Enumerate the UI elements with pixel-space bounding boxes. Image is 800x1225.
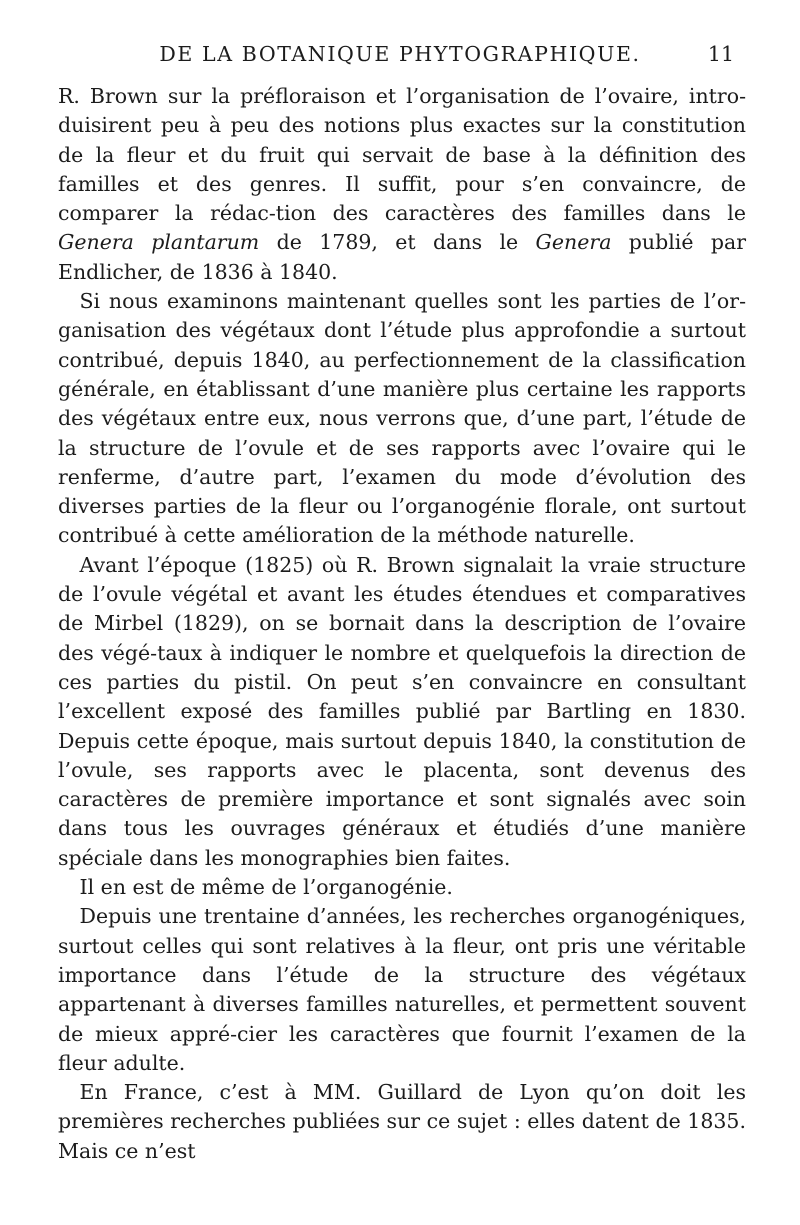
running-title: DE LA BOTANIQUE PHYTOGRAPHIQUE. — [159, 42, 641, 66]
paragraph-1-part-2: de 1789, et dans le — [259, 230, 536, 255]
body-text — [58, 82, 746, 1166]
paragraph-1 — [58, 82, 746, 287]
page-number: 11 — [707, 42, 734, 66]
paragraph-5: Depuis une trentaine d’années, les recherches organogéniques, surtout celles qui sont relatives à la fleur, ont pris une véritable importance dans l’étude de la structure des végétaux appartenant à diverses familles naturelles, et permettent souvent de mieux appré-cier les caractères que fournit l’examen de la fleur adulte. — [58, 904, 746, 1075]
genera-plantarum-title: Genera plantarum — [58, 230, 260, 255]
genera-title: Genera — [535, 230, 612, 255]
paragraph-4: Il en est de même de l’organogénie. — [79, 875, 453, 900]
paragraph-1-part-1: R. Brown sur la préfloraison et l’organisation de l’ovaire, intro-duisirent peu à peu des notions plus exactes sur la constitution de la fleur et du fruit qui servait de base à la définition des familles et des genres. Il suffit, pour s’en convaincre, de comparer la rédac-tion des caractères des familles dans le — [58, 84, 746, 226]
paragraph-6: En France, c’est à MM. Guillard de Lyon qu’on doit les premières recherches publiées sur ce sujet : elles datent de 1835. Mais ce n’est — [58, 1080, 746, 1163]
page-header — [0, 42, 800, 72]
paragraph-3: Avant l’époque (1825) où R. Brown signalait la vraie structure de l’ovule végétal et avant les études étendues et comparatives de Mirbel (1829), on se bornait dans la description de l’ovaire des végé-taux à indiquer le nombre et quelquefois la direction de ces parties du pistil. On peut s’en convaincre en consultant l’excellent exposé des familles publié par Bartling en 1830. Depuis cette époque, mais surtout depuis 1840, la constitution de l’ovule, ses rapports avec le placenta, sont devenus des caractères de première importance et sont signalés avec soin dans tous les ouvrages généraux et étudiés d’une manière spéciale dans les monographies bien faites. — [58, 552, 746, 870]
paragraph-1-part-3: publié par Endlicher, de 1836 à 1840. — [58, 230, 747, 284]
paragraph-2: Si nous examinons maintenant quelles sont les parties de l’or-ganisation des végétaux dont l’étude plus approfondie a surtout contribué, depuis 1840, au perfectionnement de la classification générale, en établissant d’une manière plus certaine les rapports des végétaux entre eux, nous verrons que, d’une part, l’étude de la structure de l’ovule et de ses rapports avec l’ovaire qui le renferme, d’autre part, l’examen du mode d’évolution des diverses parties de la fleur ou l’organogénie florale, ont surtout contribué à cette amélioration de la méthode naturelle. — [58, 289, 746, 548]
